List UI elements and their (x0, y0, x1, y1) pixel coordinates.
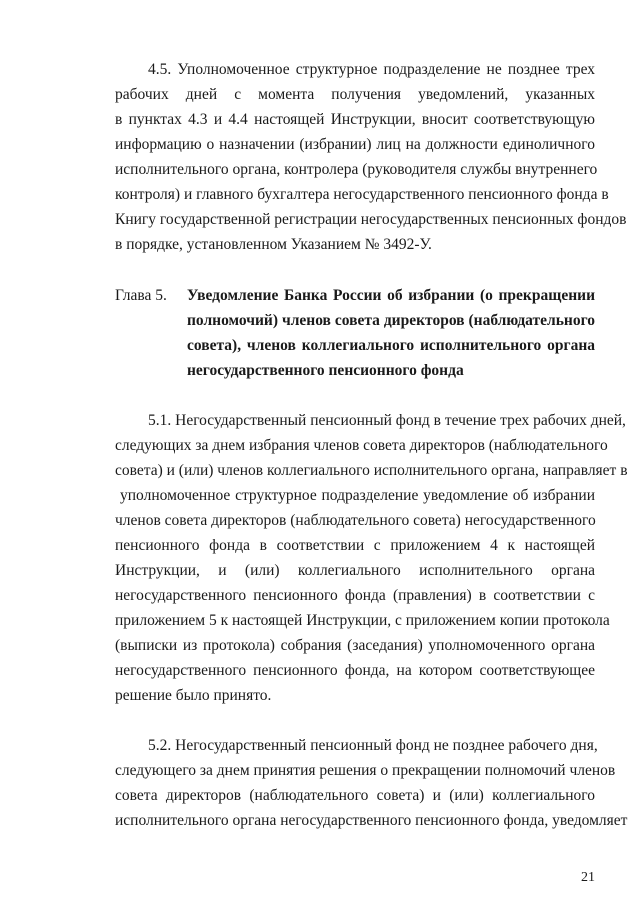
text-line: (выписки из протокола) собрания (заседания) уполномоченного органа (115, 637, 595, 654)
text-line: исполнительного органа, контролера (руководителя службы внутреннего (115, 161, 598, 178)
text-line: уполномоченное структурное подразделение уведомление об избрании (120, 487, 595, 504)
chapter-title-line: негосударственного пенсионного фонда (187, 362, 464, 379)
chapter-title-line: совета), членов коллегиального исполнительного органа (187, 337, 595, 354)
text-line: Книгу государственной регистрации негосударственных пенсионных фондов (115, 211, 627, 228)
text-line: рабочих дней с момента получения уведомлений, указанных (115, 86, 595, 103)
text-line: негосударственного пенсионного фонда, на котором соответствующее (115, 662, 595, 679)
text-line: Инструкции, и (или) коллегиального исполнительного органа (115, 562, 595, 579)
chapter-label: Глава 5. (115, 287, 167, 304)
text-line: следующего за днем принятия решения о прекращении полномочий членов (115, 762, 616, 779)
text-line: совета) и (или) членов коллегиального исполнительного органа, направляет в (115, 462, 628, 479)
text-line: контроля) и главного бухгалтера негосударственного пенсионного фонда в (115, 186, 609, 203)
page-number: 21 (581, 870, 595, 885)
text-line: исполнительного органа негосударственного пенсионного фонда, уведомляет (115, 812, 628, 829)
chapter-title-line: полномочий) членов совета директоров (наблюдательного (187, 312, 595, 329)
text-line: информацию о назначении (избрании) лиц на должности единоличного (115, 136, 595, 153)
text-line: решение было принято. (115, 687, 272, 704)
text-line: в пунктах 4.3 и 4.4 настоящей Инструкции, вносит соответствующую (115, 111, 595, 128)
text-line: 5.1. Негосударственный пенсионный фонд в течение трех рабочих дней, (148, 412, 626, 429)
text-line: пенсионного фонда в соответствии с приложением 4 к настоящей (115, 537, 595, 554)
text-line: негосударственного пенсионного фонда (правления) в соответствии с (115, 587, 595, 604)
text-line: членов совета директоров (наблюдательного совета) негосударственного (115, 512, 596, 529)
text-line: 5.2. Негосударственный пенсионный фонд не позднее рабочего дня, (148, 737, 598, 754)
text-line: совета директоров (наблюдательного совета) и (или) коллегиального (115, 787, 595, 804)
text-line: в порядке, установленном Указанием № 3492-У. (115, 236, 432, 253)
text-line: приложением 5 к настоящей Инструкции, с приложением копии протокола (115, 612, 610, 629)
text-line: 4.5. Уполномоченное структурное подразделение не позднее трех (148, 61, 595, 78)
chapter-title-line: Уведомление Банка России об избрании (о прекращении (187, 287, 595, 304)
text-line: следующих за днем избрания членов совета директоров (наблюдательного (115, 437, 608, 454)
